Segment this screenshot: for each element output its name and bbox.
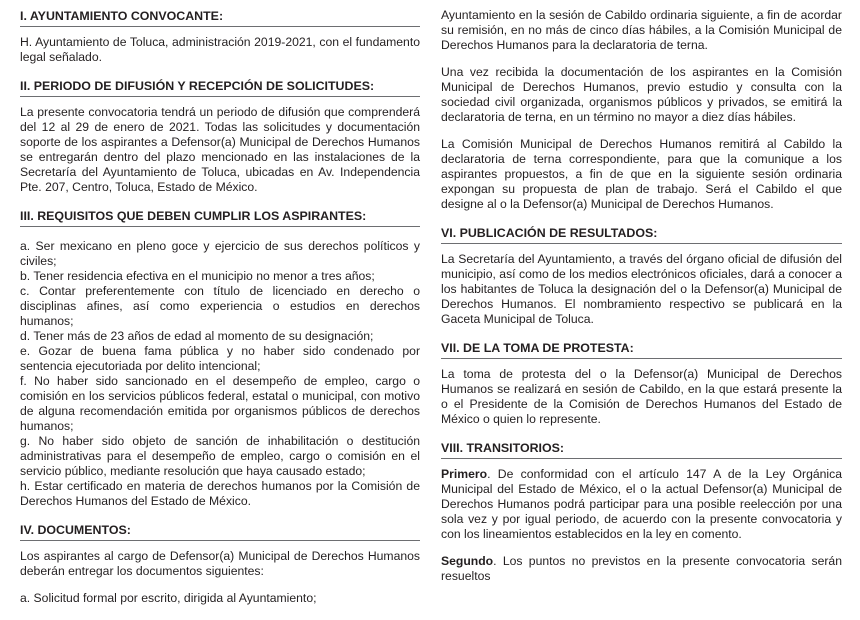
list-item: c. Contar preferentemente con título de licenciado en derecho o disciplinas afines, así como experiencia o estudios en derechos humanos; [20,284,420,328]
section-transitorios [441,441,842,584]
paragraph: La Comisión Municipal de Derechos Humanos remitirá al Cabildo la declaratoria de terna correspondiente, para que la comunique a los aspirantes propuestos, a fin de que en la siguiente sesión ordinaria expongan su propuesta de plan de trabajo. Será el Cabildo el que designe al o la Defensor(a) Municipal de Derechos Humanos. [441,137,842,211]
paragraph: La Secretaría del Ayuntamiento, a través del órgano oficial de difusión del municipio, así como de los medios electrónicos oficiales, dará a conocer a los habitantes de Toluca la designación del o la Defensor(a) Municipal de Derechos Humanos. El nombramiento respectivo se publicará en la Gaceta Municipal de Toluca. [441,252,842,326]
section-heading: II. PERIODO DE DIFUSIÓN Y RECEPCIÓN DE SOLICITUDES: [20,79,420,97]
section-heading: VI. PUBLICACIÓN DE RESULTADOS: [441,226,842,244]
paragraph: H. Ayuntamiento de Toluca, administración 2019-2021, con el fundamento legal señalado. [20,35,420,64]
list-item: d. Tener más de 23 años de edad al momento de su designación; [20,329,374,343]
section-heading: VII. DE LA TOMA DE PROTESTA: [441,341,842,359]
paragraph [441,554,842,584]
section-heading: I. AYUNTAMIENTO CONVOCANTE: [20,9,420,27]
section-ayuntamiento-convocante [20,9,420,65]
paragraph: La presente convocatoria tendrá un periodo de difusión que comprenderá del 12 al 29 de enero de 2021. Todas las solicitudes y documentación soporte de los aspirantes a Defensor(a) Municipal de Derechos Humanos se entregarán dentro del plazo mencionado en las instalaciones de la Secretaría del Ayuntamiento de Toluca, ubicadas en Av. Independencia Pte. 207, Centro, Toluca, Estado de México. [20,105,420,194]
paragraph: Los aspirantes al cargo de Defensor(a) Municipal de Derechos Humanos deberán entregar los documentos siguientes: [20,549,420,578]
paragraph-lead: Primero [441,467,488,481]
paragraph: Ayuntamiento en la sesión de Cabildo ordinaria siguiente, a fin de acordar su remisión, en no más de cinco días hábiles, a la Comisión Municipal de Derechos Humanos para la declaratoria de terna. [441,8,842,52]
section-documentos [20,523,420,606]
section-heading: VIII. TRANSITORIOS: [441,441,842,459]
section-publicacion-resultados [441,226,842,327]
paragraph [441,467,842,542]
list-item: h. Estar certificado en materia de derechos humanos por la Comisión de Derechos Humanos del Estado de México. [20,479,420,508]
requirements-list [20,239,420,509]
list-item: a. Ser mexicano en pleno goce y ejercicio de sus derechos políticos y civiles; [20,239,420,268]
left-column [20,9,420,620]
paragraph: La toma de protesta del o la Defensor(a) Municipal de Derechos Humanos se realizará en sesión de Cabildo, en la que estará presente la o el Presidente de la Comisión de Derechos Humanos del Estado de México o quien lo represente. [441,367,842,426]
list-item: f. No haber sido sancionado en el desempeño de empleo, cargo o comisión en los servicios públicos federal, estatal o municipal, con motivo de alguna recomendación emitida por organismos públicos de derechos humanos; [20,374,420,433]
section-periodo-difusion [20,79,420,195]
list-item: g. No haber sido objeto de sanción de inhabilitación o destitución administrativas para el desempeño de empleo, cargo o comisión en el servicio público, mediante resolución que haya causado estado; [20,434,420,478]
section-requisitos [20,209,420,509]
section-heading: IV. DOCUMENTOS: [20,523,420,541]
list-item: a. Solicitud formal por escrito, dirigida al Ayuntamiento; [20,591,317,605]
paragraph: Una vez recibida la documentación de los aspirantes en la Comisión Municipal de Derechos Humanos, previo estudio y consulta con la sociedad civil organizada, organismos públicos y privados, se emitirá la declaratoria de terna, en un término no mayor a diez días hábiles. [441,65,842,124]
paragraph-text: . De conformidad con el artículo 147 A de la Ley Orgánica Municipal del Estado de México, el o la actual Defensor(a) Municipal de Derechos Humanos podrá participar para una posible reelección por una sola vez y por igual periodo, de acuerdo con la presente convocatoria y con los lineamientos establecidos en la ley en comento. [441,467,842,541]
paragraph-text: . Los puntos no previstos en la presente convocatoria serán resueltos [441,554,842,583]
right-column [441,8,842,598]
paragraph-lead: Segundo [441,554,494,568]
list-item: e. Gozar de buena fama pública y no haber sido condenado por sentencia ejecutoriada por delito intencional; [20,344,420,373]
section-toma-protesta [441,341,842,427]
list-item: b. Tener residencia efectiva en el municipio no menor a tres años; [20,269,375,283]
section-heading: III. REQUISITOS QUE DEBEN CUMPLIR LOS ASPIRANTES: [20,209,420,227]
